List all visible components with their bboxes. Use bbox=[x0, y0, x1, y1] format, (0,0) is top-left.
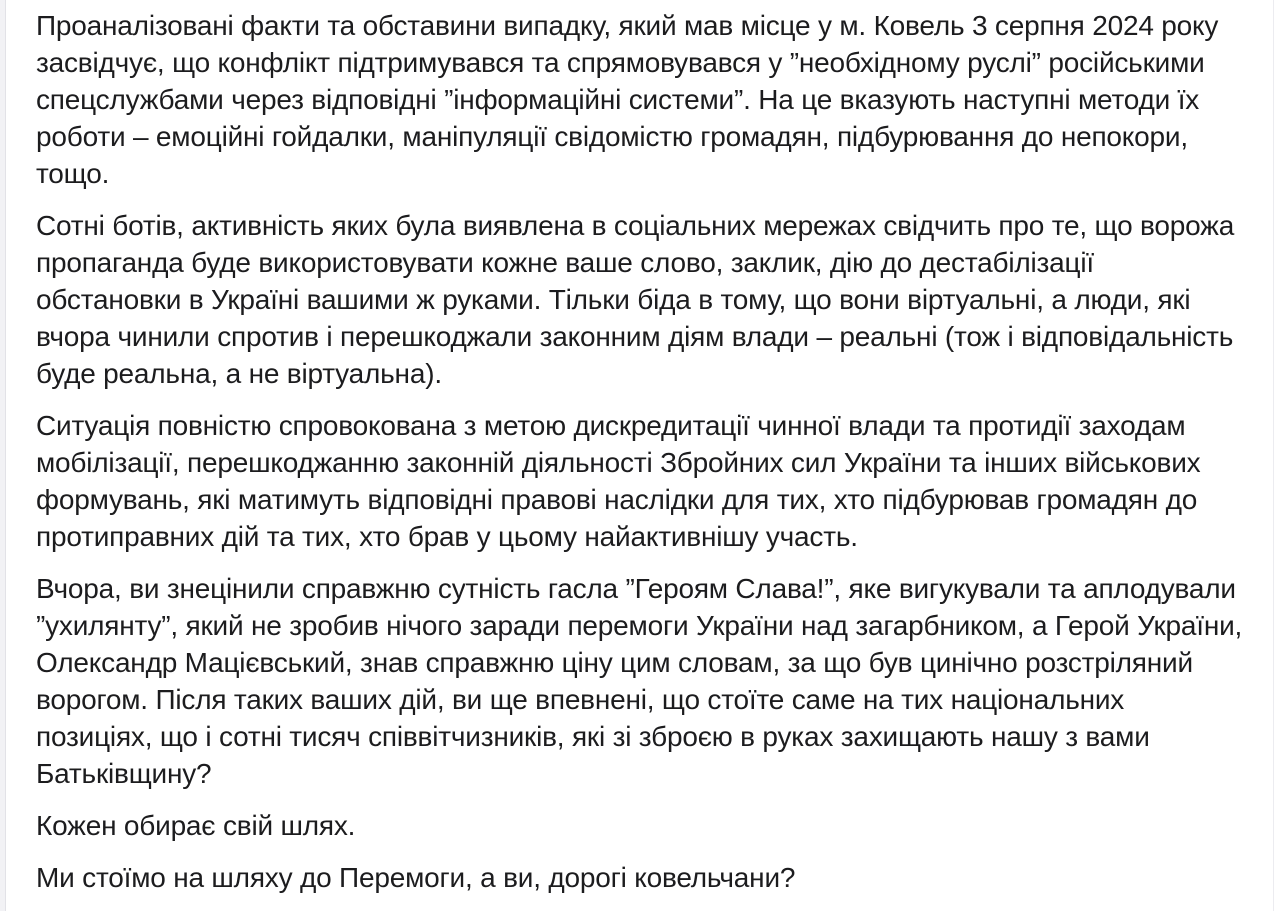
right-edge-line bbox=[1273, 0, 1274, 911]
paragraph-choice: Кожен обирає свій шлях. bbox=[36, 810, 356, 841]
paragraph-situation: Ситуація повністю спровокована з метою дискредитації чинної влади та протидії заходам мобілізації, перешкоджанню законній діяльності Збройних сил України та інших військових формувань, які матимуть відповідні правові наслідки для тих, хто підбурював громадян до протиправних дій та тих, хто брав у цьому найактивнішу участь. bbox=[36, 410, 1201, 552]
paragraph-yesterday: Вчора, ви знецінили справжню сутність гасла ”Героям Слава!”, яке вигукували та аплодували ”ухилянту”, який не зробив нічого заради перемоги України над загарбником, а Герой України, Олександр Мацієвський, знав справжню ціну цим словам, за що був цинічно розстріляний ворогом. Після таких ваших дій, ви ще впевнені, що стоїте саме на тих національних позиціях, що і сотні тисяч співвітчизників, які зі зброєю в руках захищають нашу з вами Батьківщину? bbox=[36, 573, 1243, 789]
left-edge-strip bbox=[0, 0, 6, 911]
paragraph-bots: Сотні ботів, активність яких була виявлена в соціальних мережах свідчить про те, що ворожа пропаганда буде використовувати кожне ваше слово, заклик, дію до дестабілізації обстановки в Україні вашими ж руками. Тільки біда в тому, що вони віртуальні, а люди, які вчора чинили спротив і перешкоджали законним діям влади – реальні (тож і відповідальність буде реальна, а не віртуальна). bbox=[36, 210, 1235, 389]
post-body bbox=[36, 7, 1244, 896]
paragraph-closing-question: Ми стоїмо на шляху до Перемоги, а ви, дорогі ковельчани? bbox=[36, 862, 796, 893]
paragraph-analysis-intro: Проаналізовані факти та обставини випадку, який мав місце у м. Ковель 3 серпня 2024 року засвідчує, що конфлікт підтримувався та спрямовувався у ”необхідному руслі” російськими спецслужбами через відповідні ”інформаційні системи”. На це вказують наступні методи їх роботи – емоційні гойдалки, маніпуляції свідомістю громадян, підбурювання до непокори, тощо. bbox=[36, 10, 1219, 189]
